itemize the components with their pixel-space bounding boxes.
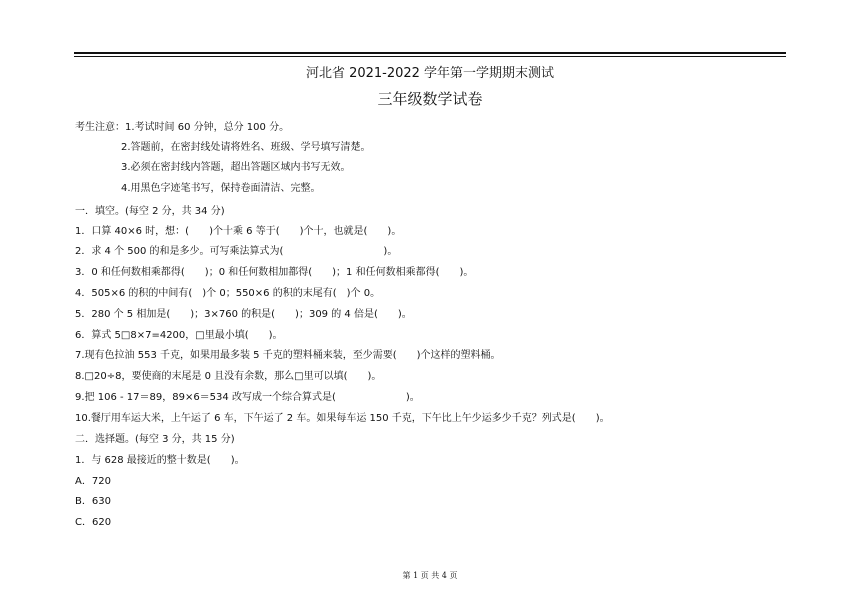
question: 6．算式 5□8×7=4200，□里最小填( )。 bbox=[75, 330, 283, 341]
section2-heading: 二．选择题。(每空 3 分，共 15 分) bbox=[75, 434, 235, 445]
exam-title: 河北省 2021-2022 学年第一学期期末测试 bbox=[305, 66, 555, 81]
choice-option: A．720 bbox=[75, 476, 111, 487]
notes-label-line: 考生注意：1.考试时间 60 分钟，总分 100 分。 bbox=[75, 122, 290, 133]
question: 8.□20÷8，要使商的末尾是 0 且没有余数，那么□里可以填( )。 bbox=[75, 371, 382, 382]
choice-option: B．630 bbox=[75, 496, 111, 507]
question: 10.餐厅用车运大米，上午运了 6 车，下午运了 2 车。如果每车运 150 千克，下午比上午少运多少千克？列式是( )。 bbox=[75, 413, 610, 424]
page-number: 第 1 页 共 4 页 bbox=[402, 571, 458, 580]
header-rule-thick bbox=[74, 52, 786, 54]
question: 1．口算 40×6 时，想：( )个十乘 6 等于( )个十，也就是( )。 bbox=[75, 226, 402, 237]
choice-option: C．620 bbox=[75, 517, 112, 528]
header-rule-thin bbox=[74, 56, 786, 57]
note-item: 2.答题前，在密封线处请将姓名、班级、学号填写清楚。 bbox=[121, 142, 371, 153]
exam-subtitle: 三年级数学试卷 bbox=[377, 90, 483, 108]
question: 5．280 个 5 相加是( )；3×760 的积是( )；309 的 4 倍是( )。 bbox=[75, 309, 412, 320]
question: 4．505×6 的积的中间有( )个 0；550×6 的积的末尾有( )个 0。 bbox=[75, 288, 381, 299]
question: 9.把 106 - 17＝89，89×6＝534 改写成一个综合算式是( )。 bbox=[75, 392, 420, 403]
question: 2．求 4 个 500 的和是多少。可写乘法算式为( )。 bbox=[75, 246, 398, 257]
question: 3．0 和任何数相乘都得( )；0 和任何数相加都得( )；1 和任何数相乘都得( )。 bbox=[75, 267, 474, 278]
question: 1．与 628 最接近的整十数是( )。 bbox=[75, 455, 245, 466]
note-item: 4.用黑色字迹笔书写，保持卷面清洁、完整。 bbox=[121, 183, 321, 194]
section1-heading: 一．填空。(每空 2 分，共 34 分) bbox=[75, 206, 225, 217]
question: 7.现有色拉油 553 千克，如果用最多装 5 千克的塑料桶来装，至少需要( )个这样的塑料桶。 bbox=[75, 350, 501, 361]
note-item: 3.必须在密封线内答题，超出答题区域内书写无效。 bbox=[121, 162, 351, 173]
